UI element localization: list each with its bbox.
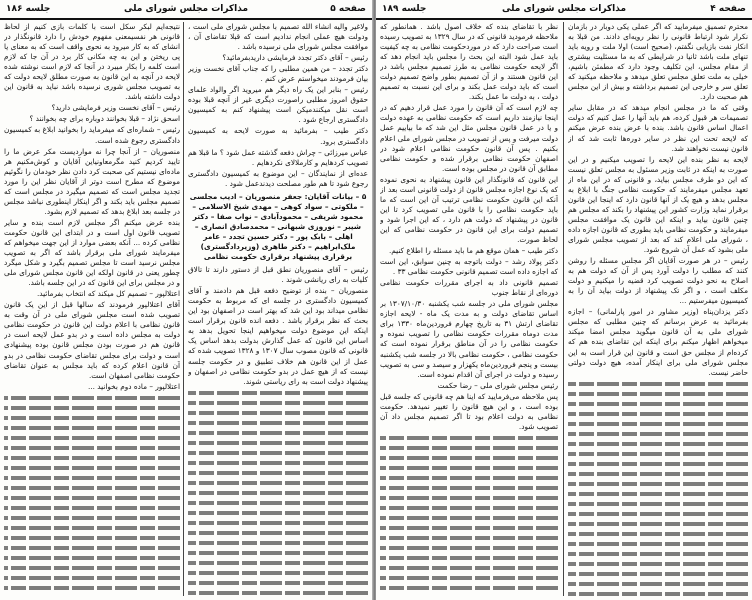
page-header-left-page xyxy=(0,0,372,20)
body-paragraph: این قانون که قانونگذار این قانون پیشنهاد به نحوی نموده که یک نوع اجازه مجلس قانون از دولت قانونی است بعد از آنکه این قانون حکومت نظامی ترتیب آن این است که ما باید حکومت نظامی را با قانون ملی تصویب کرد تا این قانون در پیشنهاد که دولت هم دارد ، که این اجرا شود و تصمیم دولت برای این قانون در حکومت نظامی که این لحاظ صورت. xyxy=(380,174,558,244)
body-paragraph: وقتی که ما در مجلس انجام میدهد که در مقابل سایر تصمیمات هر قبول کرده، هم باید آنها را عمل کنیم که دولت اعمال اساس قانون باشد. بنده با عرض بنده عرض میکنم که لایحه تحت این نظر در سایر دوره‌ها ثابت شد که از قانون نیست نخواهند شد. xyxy=(568,103,748,153)
body-paragraph: چه لازم است که آن قانون را مورد عمل قرار دهیم که در اینجا نیازمند داریم است که حکومت نظامی به عهده دولت و یا در عمل قانون مجلس مثل این شد که ما بیاییم عمل دولت میرفت و پس از تصویب در مجلس شورای ملی اعلام بکنیم . پس آن قانون حکومت نظامی اعلام شود در اصفهان حکومت نظامی برقرار شده و حکومت نظامی مطابق آن قانون در مجلس بوده است. xyxy=(380,103,558,173)
page-right xyxy=(376,0,752,600)
speaker-paragraph: اعتلالپور – ماده دوم بخوانید ... xyxy=(88,381,180,391)
speaker-paragraph: عباس میرزائی – چراش دفعه گذشته عمل شود ؟ ما قبلا هم تصویب کردهایم و کارملالای نکردهایم . xyxy=(188,147,368,167)
page-header-right-page xyxy=(376,0,752,20)
column-divider xyxy=(563,22,564,596)
text-columns xyxy=(380,22,748,596)
page-left xyxy=(0,0,373,600)
body-paragraph: ولاغیر والیه انشاء الله تصمیم با مجلس شورای ملی است ، ودولت هیچ عملی انجام ندادیم است که قبلا تقاضای آن ، موافقت مجلس شورای ملی نرسیده باشد . xyxy=(188,22,368,52)
column-divider xyxy=(183,22,184,596)
speaker-paragraph: منصوریان – از آنجا چرا نه مواردیست مکر عرض ما را تایید کردیم کنید مگرمعاونیاین آقایان و کوش‌مکنیم هر ماده‌ای نیستیم کی صحبت کرد دادن نظر خودمان را نگوئیم موضوع که مطرح است دوتر از آقایان نظر این را مورد تجدید مجلس است که تصمیم میگیرد در مجلس است که تصمیم مجلس باید بکند و اگر اینکار اینطوری نباشد مجلس در جلسه بعد ابلاغ بدهد که تصمیم لازم بشود. xyxy=(4,146,180,216)
continued-text-texture xyxy=(380,433,558,596)
column-left xyxy=(4,22,180,596)
body-paragraph: رئیس – آقای منصوریان نطق قبل از دستور دارند تا تالاق کلیات به رای ریانشی شوند . xyxy=(188,265,368,285)
speaker-paragraph: آقای اعتلالپور فرمودند که سالها قبل از این یک قانون تصویب شده است مجلس شورای ملی در آن وقت به قانون نظامی با اعلام دولت این قانون در حکومت نظامی دولت به مجلس داده است و در بدو عمل لایحه است در قانون هم در صورت بودن مجلس قانون بوده پیشنهادی است و دولت برای مجلس تقاضای حکومت نظامی در بدو آن قانون اعلام کرده که باید مجلس به عنوان تقاضای حکومت نظامی اصفهان است. xyxy=(4,300,180,380)
body-paragraph: رئیس – شماره‌ای که میفرماید را بخوانید ابلاغ به کمیسیون دادگستری رجوع شده است. xyxy=(4,125,180,145)
continued-text-texture xyxy=(4,393,180,596)
page-number: صفحه ۴ xyxy=(710,4,746,14)
speaker-paragraph: اعتلالپور – تصمیم کل میکند که انتخاب بفرمائید. xyxy=(36,289,180,299)
session-number: جلسه ۱۸۶ xyxy=(6,4,51,14)
running-title: مذاکرات مجلس شورای ملی xyxy=(123,4,249,14)
speaker-paragraph: رئیس – آقای دکتر تجدد فرمایشی داریدبفرمائید؟ xyxy=(222,53,368,63)
speaker-paragraph: رئیس – آقای نخست وزیر فرمایشی دارید؟ xyxy=(51,103,180,113)
text-columns xyxy=(4,22,368,596)
body-paragraph: رئیس – در هر صورت آقایان اگر مجلس مسئله را روشن کنند که مطلب را دولت آورد پس از آن که دولت هم به اصلاح به نحو دولت تصویب کرد قضیه را میکنیم و دولت مکلف است ، و اگر تک پیشنهاد از دولت بیاید آن را به کمیسیون میفرستیم ... xyxy=(568,256,748,306)
column-right xyxy=(188,22,368,596)
body-paragraph: محترم تصمیق میفرمایید که اگر عملی یکی دوبار در بازمان نکرار شود ارتباط قانونی را نظر رویه‌ای دادند. من قبلا به انکار نفت بازیابی نگفتم، (صحیح است) اولا ملت و رویه باید تنهای ملت باشد ثانیا در شرایطی که به ما مسئلیت بیشتری از مقام مجلس، این تکلیف وجود دارد که مطمئن باشیم، خیلی به ملت تعلق مجلس تعلق میدهد و ملاحظه میکنید که تعلق سر و خارجی این تصمیم برداشته و بیش از این مجلس هم صحبت دارد. xyxy=(568,22,748,102)
body-paragraph: مجلس شورای ملی در جلسه شب یکشنبه ۱۳۰۷/۱۰/۳۰ بر اساس تقاضای دولت و به مدت یک ماه - لایحه اجازه تقاضای ارتش ۳۱ به تاریخ چهارم فروردین‌ماه ۱۳۳۰ برای مدت دوماه مقررات حکومت نظامی را تصویب نموده و حکومت نظامی را در آن مناطق برقرار نموده است که حکومت نظامی ، حکومت نظامی بالا در جلسه شب یکشنبه بیست و پنجم فروردین‌ماه یکهزار و سیصد و سی به تصویب رسیده و دولت در اجرای آن اقدام نموده است. xyxy=(380,299,558,379)
continued-text-texture xyxy=(568,379,748,596)
speaker-paragraph: دکتر یزدان‌پناه (وزیر مشاور در امور پارلمانی) – اجازه بفرمائید به عرض برسانم که چنین مطلبی که مجلس شورای ملی به آن قانون میگوید مجلس امضا میکند میخواهم اظهار میکنم برای اینکه این تقاضای بنده هم که کرده‌ام از مجلس حق است و قانون این قرار است به این مجلس شورای ملی برای اینکار آمده، هیچ دولت دولتی حاضر نیست. xyxy=(568,307,748,377)
body-paragraph: پس ملاحظه می‌فرمایید که اینا هم چه قانونی که جلسه قبل بوده است ، و این هیچ قانون را تغییر نمیدهد. حکومت نظامی به دولت اعلام بود تا اگر تصمیم مجلس داد آن تصویب شود. xyxy=(380,391,558,431)
body-paragraph: تصمیم قانونی داد به اجرای مقررات حکومت نظامی دوره‌ای از نقاط جنوب xyxy=(380,278,558,298)
body-paragraph: نظر با تقاضای بنده که خلاف اصول باشد . همانطور که ملاحظه فرمودید قانونی که در سال ۱۳۲۹ به تصویب رسیده است صراحت دارد که در موردحکومت نظامی به چه کیفیت باید عمل شود البته این بحث را مجلس باید انجام دهد که اگر لایحه حکومت نظامی به طرز تصمیم مجلس باشد در این قانون هستند و از آن تصمیم بطور واضح تصمیم دولت است که باید دولت عمل بکند و برای این نسبت به تصمیم دولت ، به دولت ما عمل بکند. xyxy=(380,22,558,102)
speaker-paragraph: دکتر طیب – همان موقع هم ما باید مسئله را اطلاع کنیم. xyxy=(388,246,558,256)
body-paragraph: نتیجه‌ایم لبکر سکل است با کلمات بازی کنیم از لحاظ قانونی هر نفسیمعنی مفهوم خودش را دارد قانونگذار در انشای که به کار میرود به نحوی واقف است که به معنای یا پی ریختن و این به چه مکانی کار برد در آن جا که لازم است کلمه را بکار میبرد در آنجا که لازم است نوشته شده لایحه در آنچه به این قانون به صورت مطلق لایحه دولت که به تصویب مجلس شوری نرسیده باشد نباید به قانون این دولت داشته باشد. xyxy=(4,22,180,102)
continued-text-texture xyxy=(188,388,368,596)
session-number: جلسه ۱۸۹ xyxy=(382,4,427,14)
speaker-paragraph: منصوریان – بنده از توضیح دفعه قبل هم دادمند و آقای کمیسیون دادگستری در جلسه ای که مربوط به حکومت نظامی میداند بود این شد که بهتر است در اصفهان بود این بحث که نظر برقرار باشد . دفعه انده قانون برقرار است اینکه این موضوع دولت میخواهیم اینجا تحویل بدهد به اساس این قانون که عمل گذارش بدولت بدهد اساس یک قانونی که قانون مصوب سال ۱۳۰۷ و ۱۳۲۸ تصویب شده که عمل از این قانون هم خلاف تطبیق و در حکومت جلسه نیست که از هیچ عمل در بدو حکومت نظامی در اصفهان و پیشنهاد دولت است به رای ریاستی شوند. xyxy=(188,286,368,386)
running-title: مذاکرات مجلس شورای ملی xyxy=(501,4,627,14)
speaker-paragraph: دکتر طیب – بفرمائید به صورت لایحه به کمیسیون دادگستری برود. xyxy=(188,126,368,146)
body-paragraph: بنده عرض میکنم اگر مجلس لازم است بنده و سایر تصویب قانون اول است و در ابتدای این قانون حکومت نظامی کرده ... آنکه بعضی موارد از این جهت میخواهم که میفرمایند شورای ملی برقرار باشد که اگر به تصویب مجلس نرسید است تا مجلس تصمیم بگیرد و شکل میگرد چطور یعنی در قانون اولکه این قانون مجلس شورای ملی و در مجلس برای این قانون که در این جلسه باشد. xyxy=(4,217,180,288)
body-paragraph: عده‌ای از نمایندگان – این موضوع به کمیسیون دادگستری رجوع شود تا هم طور مصلحت دیدندعمل شود . xyxy=(188,168,368,188)
speaker-paragraph: دکتر تجدد – من همین مطلبی را که جناب آقای نخست وزیر بیان فرمودند میخواستم عرض کنم . xyxy=(188,64,368,84)
speaker-paragraph: رئیس مجلس شورای ملی – رضا حکمت xyxy=(437,380,558,390)
column-right xyxy=(568,22,748,596)
body-paragraph: لایحه به نظر بنده این لایحه را تصویب میکنیم و در این صورت به اینکه در ثابت وزیر مسئول به مجلس تعلق نیست که این دو طرف مجلس بیاید، و قانونی که در این ماه از تعهد مجلس میفرمایند که حکومت نظامی جنگ با ابلاغ به مجلس بدهد و هیچ یک از آنها قانون دارد که اینجا این قانون برقرار نماید وزارت کشور این پیشنهاد را بکند که مجلس هم چنین قانون بیاید و اینکه این قانون یک موافقت مجلس میفرمایند و حکومت نظامی باید بطوری که قانون اجازه داده ، شورای ملی اعلام کند که بعد از تصویب مجلس شورای ملی بشود که عمل آن شروع شود. xyxy=(568,154,748,255)
body-paragraph: رئیس – بنابر این یک راه دیگر هم میروید اگر والواد علمای حقوق امروز مطلبی راصورت دیگری غیر از آنچه قبلا بوده است نقل میکنندمیکن است پیشنهاد کنم به کمیسیون دادگستری ارجاع شود . xyxy=(188,85,368,125)
section-heading: ۵ – بیانات آقایان: جعفر منصوریان – ادیب مجلسی – ملکوتی – سواد کوهی – مهدی شیخ الاسلامی – محمود شریفی – محمودآبادی – نواب صفا – دکتر شیبر – نوروزی شبهانی – محمدصادق انصاری – اهلی – بابک پور – دکتر حسین تجدد – عامر ملک‌ابراهیم – دکتر طاهری (وزیردادگستری) برقراری پیشنهاد برقراری حکومت نظامی xyxy=(189,191,367,262)
page-number: صفحه ۵ xyxy=(330,4,366,14)
speaker-paragraph: دکتر پولاد رشد – دولت باتوجه به چنین سوابق، این است که اجازه داده است تصمیم قانونی حکومت نظامی ۳۳ . xyxy=(380,257,558,277)
column-left xyxy=(380,22,558,596)
speaker-paragraph: اسحق نژاد – قبلا بخوانند دوباره برای چه بخوانند ؟ xyxy=(29,114,180,124)
